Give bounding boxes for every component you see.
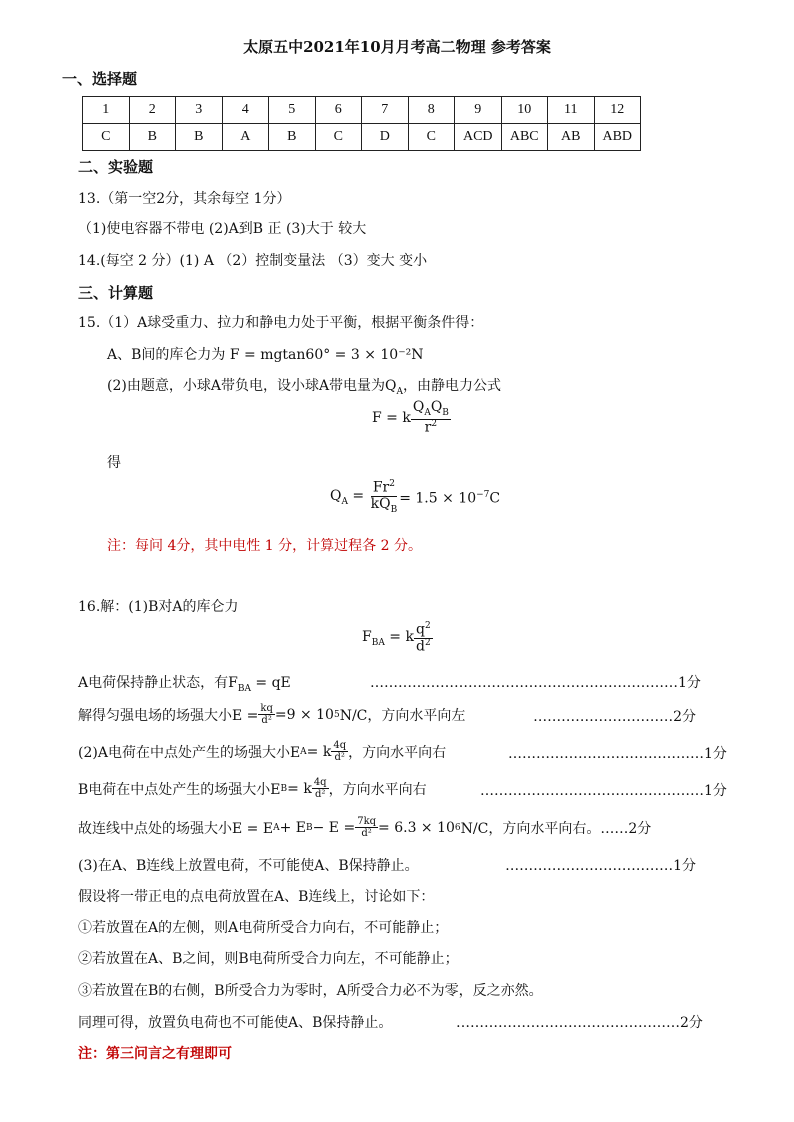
superscript: 2 (431, 418, 438, 429)
symbol: Q (430, 399, 443, 415)
table-cell: 8 (408, 97, 455, 124)
table-cell: ACD (455, 124, 502, 151)
text: = k (306, 743, 332, 760)
answer-table-answer-row (83, 124, 641, 151)
q16-line-3-points: ……………………………………1分 (508, 746, 727, 762)
q16-line-1 (78, 672, 291, 694)
fraction-denominator (369, 497, 400, 516)
superscript: 6 (454, 822, 461, 833)
answer-table (82, 96, 641, 151)
subscript: B (280, 783, 288, 794)
fraction-numerator: kq (260, 703, 273, 714)
text: ，方向水平向右 (348, 744, 447, 761)
subscript: BA (237, 683, 251, 694)
superscript: 2 (389, 479, 395, 489)
q16-line-4-points: …………………………………………1分 (480, 783, 727, 799)
force-formula (362, 622, 433, 655)
fraction-numerator: 4q (313, 777, 327, 788)
symbol: Q (412, 399, 425, 415)
subscript: A (300, 746, 307, 757)
fraction-denominator (414, 639, 433, 655)
answer-table-number-row (83, 97, 641, 124)
q16-line-11: 同理可得，放置负电荷也不可能使A、B保持静止。 (78, 1015, 393, 1031)
q15-line-3-tail: ，由静电力公式 (403, 378, 502, 394)
superscript: 2 (424, 638, 431, 649)
text: =9 × 10 (274, 706, 334, 723)
q16-line-10: ③若放置在B的右侧，B所受合力为零时，A所受合力必不为零，反之亦然。 (78, 983, 543, 999)
table-cell: 9 (455, 97, 502, 124)
formula-lhs (330, 488, 369, 507)
text: N/C，方向水平向左 (339, 707, 466, 724)
table-cell: B (269, 124, 316, 151)
text: (2)A电荷在中点处产生的场强大小E (78, 744, 301, 761)
table-cell: AB (548, 124, 595, 151)
q15-de: 得 (107, 455, 121, 471)
fraction-denominator: d² (261, 715, 272, 726)
symbol: kQ (370, 496, 391, 513)
q14-answers: 14.(每空 2 分）(1) A （2）控制变量法 （3）变大 变小 (78, 253, 428, 269)
symbol: r (424, 419, 432, 436)
equals: = (347, 488, 365, 505)
q16-line-11-points: …………………………………………2分 (456, 1015, 703, 1031)
superscript: 5 (333, 709, 340, 720)
q16-line-9: ②若放置在A、B之间，则B电荷所受合力向左，不可能静止； (78, 951, 459, 967)
superscript: −7 (476, 489, 490, 500)
q15-line-2: A、B间的库仑力为 F = mgtan60° = 3 × 10⁻²N (107, 347, 424, 363)
formula-fraction (369, 480, 400, 516)
table-cell: 7 (362, 97, 409, 124)
formula-rhs (399, 490, 500, 507)
q16-line-1-points: …………………………………………………………1分 (370, 675, 701, 691)
table-cell: ABC (501, 124, 548, 151)
q16-heading: 16.解：(1)B对A的库仑力 (78, 599, 239, 615)
q16-scoring-note: 注：第三问言之有理即可 (78, 1046, 232, 1062)
value: = 1.5 × 10 (399, 490, 477, 507)
subscript: A (273, 822, 280, 833)
symbol: F (362, 629, 372, 646)
coulomb-formula (372, 400, 451, 436)
fraction-denominator: d² (334, 752, 345, 763)
page-title: 太原五中2021年10月月考高二物理 参考答案 (243, 38, 551, 56)
table-cell: C (315, 124, 362, 151)
symbol: Q (330, 488, 342, 505)
charge-formula (330, 480, 500, 516)
q15-line-3 (107, 375, 501, 397)
q13-heading: 13.（第一空2分，其余每空 1分） (78, 191, 291, 207)
table-cell: B (129, 124, 176, 151)
formula-fraction (331, 740, 348, 763)
text: N/C，方向水平向右。……2分 (460, 820, 652, 837)
table-cell: 12 (594, 97, 641, 124)
q15-scoring-note: 注：每问 4分，其中电性 1 分，计算过程各 2 分。 (107, 538, 422, 554)
unit: C (489, 490, 501, 507)
q16-line-5 (78, 816, 651, 839)
formula-fraction (312, 777, 329, 800)
q13-answers: （1)使电容器不带电 (2)A到B 正 (3)大于 较大 (78, 221, 367, 237)
table-cell: ABD (594, 124, 641, 151)
q16-line-6-points: ………………………………1分 (505, 858, 696, 874)
table-cell: B (176, 124, 223, 151)
fraction-numerator: 4q (333, 740, 347, 751)
fraction-numerator: 7kq (357, 816, 377, 827)
q16-line-8: ①若放置在A的左侧，则A电荷所受合力向右，不可能静止； (78, 920, 449, 936)
fraction-numerator (371, 480, 397, 497)
subscript: A (341, 497, 348, 508)
table-cell: 4 (222, 97, 269, 124)
fraction-denominator (423, 420, 439, 436)
symbol: d (415, 638, 425, 655)
formula-lhs: F = k (372, 409, 411, 426)
q16-line-2-points: …………………………2分 (533, 709, 696, 725)
subscript: B (442, 407, 449, 418)
fraction-denominator: d² (314, 789, 326, 800)
table-cell: D (362, 124, 409, 151)
table-cell: A (222, 124, 269, 151)
section-experiment-heading: 二、实验题 (78, 158, 154, 176)
subscript: B (390, 504, 398, 515)
section-choice-heading: 一、选择题 (62, 70, 138, 88)
text: = k (287, 780, 312, 797)
q16-line-3 (78, 740, 446, 763)
q16-line-7: 假设将一带正电的点电荷放置在A、B连线上，讨论如下： (78, 889, 435, 905)
fraction-numerator (411, 400, 451, 420)
fraction-denominator: d² (361, 828, 372, 839)
table-cell: 3 (176, 97, 223, 124)
subscript: A (396, 386, 404, 397)
subscript: B (305, 822, 313, 833)
formula-fraction (355, 816, 378, 839)
table-cell: C (408, 124, 455, 151)
formula-fraction (258, 703, 274, 726)
table-cell: 5 (269, 97, 316, 124)
text: ，方向水平向右 (328, 781, 427, 798)
text: B电荷在中点处产生的场强大小E (78, 781, 281, 798)
superscript: 2 (424, 621, 431, 631)
table-cell: 1 (83, 97, 130, 124)
symbol: Fr (372, 479, 390, 496)
text: 故连线中点处的场强大小E = E (78, 820, 274, 837)
text: = 6.3 × 10 (378, 819, 455, 836)
section-calculation-heading: 三、计算题 (78, 284, 154, 302)
q16-line-2 (78, 703, 465, 726)
q16-line-6: (3)在A、B连线上放置电荷，不可能使A、B保持静止。 (78, 858, 419, 874)
q15-line-3-text: (2)由题意，小球A带负电，设小球A带电量为Q (107, 378, 397, 394)
text: = qE (250, 675, 291, 691)
text: + E (279, 819, 306, 836)
text: − E = (312, 819, 356, 836)
table-cell: 2 (129, 97, 176, 124)
table-cell: 6 (315, 97, 362, 124)
symbol: q (415, 621, 425, 638)
subscript: A (424, 407, 431, 418)
formula-fraction (414, 622, 433, 655)
q16-line-4 (78, 777, 427, 800)
q15-line-1: 15.（1）A球受重力、拉力和静电力处于平衡，根据平衡条件得： (78, 315, 484, 331)
fraction-numerator (414, 622, 433, 639)
subscript: BA (371, 637, 385, 648)
formula-lhs (362, 629, 414, 648)
text: 解得匀强电场的场强大小E = (78, 707, 259, 724)
table-cell: 11 (548, 97, 595, 124)
table-cell: C (83, 124, 130, 151)
table-cell: 10 (501, 97, 548, 124)
equals: = k (384, 629, 414, 646)
text: A电荷保持静止状态，有F (78, 675, 238, 691)
formula-fraction (411, 400, 451, 436)
